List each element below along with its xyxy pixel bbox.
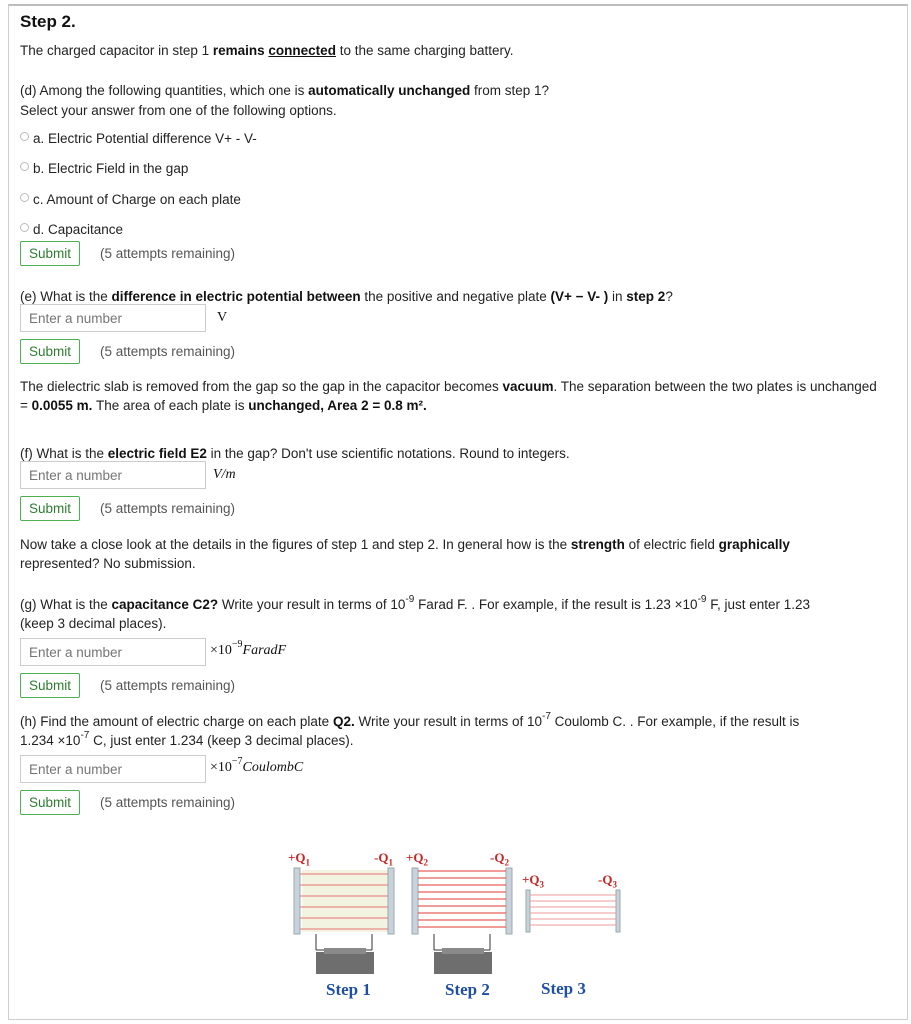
step3-label: Step 3: [541, 979, 586, 998]
q1p-text: +Q: [288, 850, 306, 865]
q2p-text: +Q: [406, 850, 424, 865]
intro-pre: The charged capacitor in step 1: [20, 43, 213, 58]
attempts-g: (5 attempts remaining): [100, 678, 236, 693]
slab-p1: The dielectric slab is removed from the gap so the gap in the capacitor becomes: [20, 379, 503, 394]
qh-p4: 1.234 ×10: [20, 733, 81, 748]
step2-label: Step 2: [445, 980, 490, 999]
attempts-d: (5 attempts remaining): [100, 246, 236, 261]
qf-bold: electric field E2: [107, 446, 207, 461]
qg-exp2: -9: [697, 594, 707, 605]
qg-pre: (g) What is the: [20, 597, 112, 612]
slab-p2: . The separation between the two plates is unchanged =: [20, 379, 877, 413]
unit-h-pre: ×10: [210, 760, 232, 775]
plate-step3-pos: [526, 890, 530, 932]
plate-step2-neg: [506, 868, 512, 934]
qd-instruction: Select your answer from one of the following options.: [20, 103, 337, 118]
step1-label: Step 1: [326, 980, 371, 999]
q1p-sub: 1: [305, 857, 311, 868]
radio-c[interactable]: [20, 193, 29, 202]
intro-bold-remains: remains: [212, 43, 265, 58]
look-b1: strength: [570, 537, 625, 552]
qh-bold: Q2.: [332, 714, 355, 729]
radio-a[interactable]: [20, 132, 29, 141]
qd-pre: (d) Among the following quantities, which one is: [20, 83, 309, 98]
unit-h-post: CoulombC: [242, 760, 304, 775]
intro-bold-connected: connected: [268, 43, 336, 58]
unit-g-exp: −9: [231, 639, 243, 650]
submit-d-button[interactable]: Submit: [20, 241, 80, 266]
look-b2: graphically: [718, 537, 790, 552]
battery-step2: [434, 952, 492, 974]
option-d-label: d. Capacitance: [33, 222, 124, 237]
plate-step1-neg: [388, 868, 394, 934]
intro-text: [20, 41, 514, 60]
radio-d[interactable]: [20, 223, 29, 232]
slab-b3: unchanged, Area 2 = 0.8 m².: [248, 398, 427, 413]
question-h: [20, 712, 880, 750]
unit-g: [210, 639, 287, 659]
qh-exp2: -7: [80, 730, 90, 741]
slab-text: [20, 377, 880, 415]
submit-f-button[interactable]: Submit: [20, 496, 80, 521]
slab-b2: 0.0055 m.: [31, 398, 93, 413]
option-c-label: c. Amount of Charge on each plate: [33, 192, 241, 207]
unit-h-exp: −7: [231, 756, 243, 767]
step-title: Step 2.: [20, 12, 76, 31]
qe-mid2: in: [608, 289, 627, 304]
capacitor-figure: [268, 840, 668, 1010]
qe-mid: the positive and negative plate: [360, 289, 551, 304]
plate-step1-pos: [294, 868, 300, 934]
qe-pre: (e) What is the: [20, 289, 112, 304]
attempts-f: (5 attempts remaining): [100, 501, 236, 516]
qh-p2: Write your result in terms of 10: [354, 714, 543, 729]
qh-p3: Coulomb C. . For example, if the result is: [550, 714, 800, 729]
qg-p4: F, just enter 1.23: [706, 597, 811, 612]
look-p2: of electric field: [624, 537, 719, 552]
q3n-sub: 3: [612, 879, 617, 890]
q3p-sub: 3: [539, 879, 545, 890]
qg-bold: capacitance C2?: [111, 597, 219, 612]
capacitor-step2: [412, 868, 512, 974]
submit-g-button[interactable]: Submit: [20, 673, 80, 698]
look-p3: represented? No submission.: [20, 556, 196, 571]
q3p-text: +Q: [522, 872, 540, 887]
option-d[interactable]: [20, 220, 123, 239]
attempts-h: (5 attempts remaining): [100, 795, 236, 810]
unit-f: [213, 467, 236, 483]
look-p1: Now take a close look at the details in the figures of step 1 and step 2. In general how is the: [20, 537, 571, 552]
q2n-text: -Q: [490, 850, 505, 865]
input-g[interactable]: [20, 638, 206, 666]
unit-f-text: V/m: [213, 467, 236, 482]
qh-exp: -7: [542, 711, 551, 722]
look-text: [20, 535, 880, 573]
plate-step2-pos: [412, 868, 418, 934]
qe-vexpr: (V+ − V- ): [550, 289, 609, 304]
q2n-sub: 2: [504, 857, 509, 868]
submit-h-button[interactable]: Submit: [20, 790, 80, 815]
radio-b[interactable]: [20, 162, 29, 171]
battery-step1: [316, 952, 374, 974]
input-f[interactable]: [20, 461, 206, 489]
qg-p5: (keep 3 decimal places).: [20, 616, 167, 631]
q2p-sub: 2: [423, 857, 429, 868]
qe-bold2: step 2: [626, 289, 666, 304]
q1n-sub: 1: [388, 857, 393, 868]
unit-h: [210, 756, 304, 776]
attempts-e: (5 attempts remaining): [100, 344, 236, 359]
option-c[interactable]: [20, 190, 241, 209]
unit-g-post: FaradF: [242, 643, 287, 658]
qg-p3: Farad F. . For example, if the result is 1.23 ×10: [414, 597, 698, 612]
qg-p2: Write your result in terms of 10: [218, 597, 406, 612]
qf-pre: (f) What is the: [20, 446, 108, 461]
qf-post: in the gap? Don't use scientific notations. Round to integers.: [206, 446, 570, 461]
intro-post: to the same charging battery.: [335, 43, 514, 58]
qd-post: from step 1?: [470, 83, 550, 98]
capacitor-step1: [294, 868, 394, 974]
qe-bold: difference in electric potential between: [111, 289, 361, 304]
unit-e: V: [217, 310, 228, 325]
slab-p3: The area of each plate is: [92, 398, 249, 413]
unit-g-pre: ×10: [210, 643, 232, 658]
qd-bold: automatically unchanged: [308, 83, 471, 98]
q1n-text: -Q: [374, 850, 389, 865]
plate-step3-neg: [616, 890, 620, 932]
option-b[interactable]: [20, 159, 188, 178]
qg-exp: -9: [405, 594, 415, 605]
option-a-label: a. Electric Potential difference V+ - V-: [33, 131, 257, 146]
qe-post: ?: [665, 289, 673, 304]
option-b-label: b. Electric Field in the gap: [33, 161, 189, 176]
input-h[interactable]: [20, 755, 206, 783]
question-d: [20, 81, 549, 100]
input-e[interactable]: [20, 304, 206, 332]
submit-e-button[interactable]: Submit: [20, 339, 80, 364]
option-a[interactable]: [20, 129, 257, 148]
question-g: [20, 595, 880, 633]
capacitor-step3: [526, 890, 620, 932]
capacitor-diagram: [268, 840, 668, 980]
dielectric-slab-step1: [302, 870, 388, 932]
q3n-text: -Q: [598, 872, 613, 887]
qh-pre: (h) Find the amount of electric charge on each plate: [20, 714, 333, 729]
slab-b1: vacuum: [502, 379, 554, 394]
qh-p5: C, just enter 1.234 (keep 3 decimal places).: [89, 733, 354, 748]
